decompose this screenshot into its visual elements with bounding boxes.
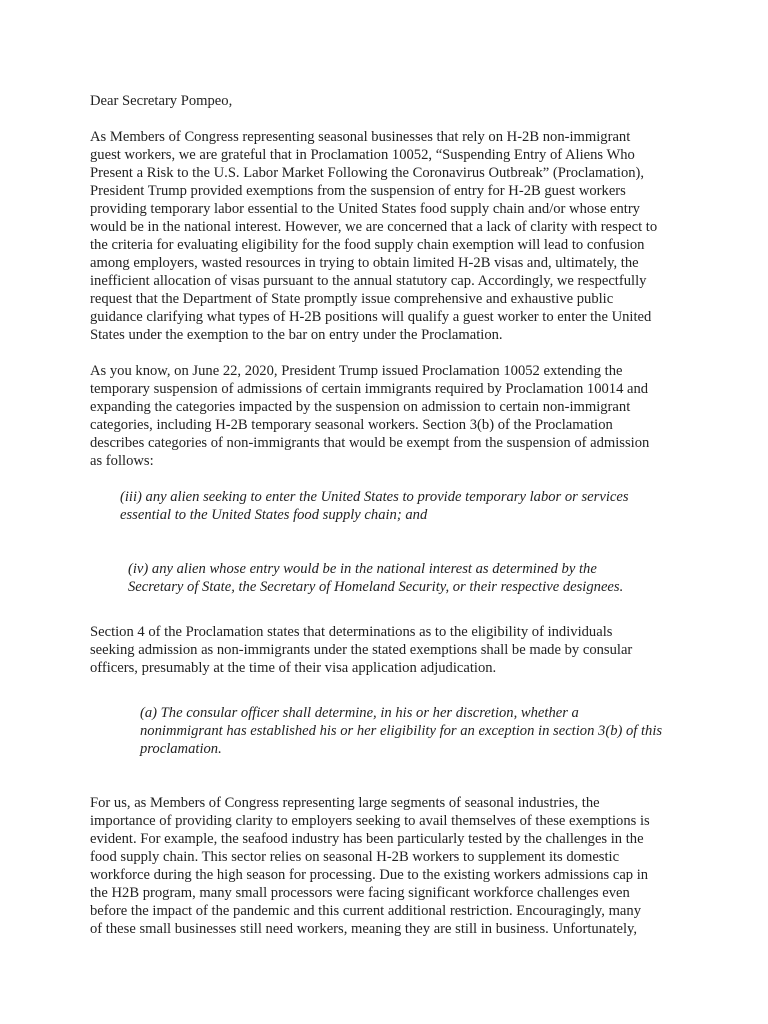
text-line: As Members of Congress representing seasonal businesses that rely on H-2B non-immigrant <box>90 129 631 145</box>
text-line: (iii) any alien seeking to enter the United States to provide temporary labor or services <box>120 489 629 505</box>
text-line: among employers, wasted resources in trying to obtain limited H-2B visas and, ultimately, the <box>90 255 639 271</box>
text-line: (a) The consular officer shall determine, in his or her discretion, whether a <box>140 705 579 721</box>
text-line: providing temporary labor essential to the United States food supply chain and/or whose entry <box>90 201 640 217</box>
text-line: of these small businesses still need workers, meaning they are still in business. Unfortunately, <box>90 921 638 937</box>
text-line: Present a Risk to the U.S. Labor Market Following the Coronavirus Outbreak” (Proclamation), <box>90 165 645 181</box>
paragraph-intro <box>90 128 680 344</box>
text-line: Section 4 of the Proclamation states that determinations as to the eligibility of individuals <box>90 624 613 640</box>
text-line: (iv) any alien whose entry would be in the national interest as determined by the <box>128 561 597 577</box>
text-line: inefficient allocation of visas pursuant to the annual statutory cap. Accordingly, we respectfully <box>90 273 647 289</box>
text-line: the criteria for evaluating eligibility for the food supply chain exemption will lead to confusion <box>90 237 645 253</box>
text-line: President Trump provided exemptions from the suspension of entry for H-2B guest workers <box>90 183 626 199</box>
paragraph-section-4 <box>90 623 680 677</box>
text-line: guest workers, we are grateful that in Proclamation 10052, “Suspending Entry of Aliens Who <box>90 147 635 163</box>
text-line: before the impact of the pandemic and this current additional restriction. Encouragingly, many <box>90 903 641 919</box>
text-line: guidance clarifying what types of H-2B positions will qualify a guest worker to enter the United <box>90 309 652 325</box>
text-line: describes categories of non-immigrants that would be exempt from the suspension of admission <box>90 435 650 451</box>
text-line: As you know, on June 22, 2020, President Trump issued Proclamation 10052 extending the <box>90 363 623 379</box>
text-line: categories, including H-2B temporary seasonal workers. Section 3(b) of the Proclamation <box>90 417 613 433</box>
quote-exemption-iii <box>90 488 680 524</box>
text-line: request that the Department of State promptly issue comprehensive and exhaustive public <box>90 291 614 307</box>
text-line: For us, as Members of Congress representing large segments of seasonal industries, the <box>90 795 600 811</box>
quote-exemption-iv <box>90 560 680 596</box>
text-line: temporary suspension of admissions of certain immigrants required by Proclamation 10014 and <box>90 381 649 397</box>
salutation: Dear Secretary Pompeo, <box>90 93 233 109</box>
text-line: nonimmigrant has established his or her eligibility for an exception in section 3(b) of this <box>140 723 663 739</box>
letter-page <box>90 92 680 938</box>
text-line: expanding the categories impacted by the suspension on admission to certain non-immigrant <box>90 399 631 415</box>
text-line: importance of providing clarity to employers seeking to avail themselves of these exemptions is <box>90 813 650 829</box>
text-line: Secretary of State, the Secretary of Homeland Security, or their respective designees. <box>128 579 624 595</box>
text-line: the H2B program, many small processors were facing significant workforce challenges even <box>90 885 630 901</box>
text-line: as follows: <box>90 453 154 469</box>
quote-section-4a <box>90 704 680 758</box>
paragraph-seafood <box>90 794 680 938</box>
text-line: would be in the national interest. However, we are concerned that a lack of clarity with respect to <box>90 219 658 235</box>
text-line: seeking admission as non-immigrants under the stated exemptions shall be made by consular <box>90 642 633 658</box>
text-line: States under the exemption to the bar on entry under the Proclamation. <box>90 327 503 343</box>
text-line: food supply chain. This sector relies on seasonal H-2B workers to supplement its domestic <box>90 849 620 865</box>
text-line: workforce during the high season for processing. Due to the existing workers admissions cap in <box>90 867 649 883</box>
text-line: evident. For example, the seafood industry has been particularly tested by the challenges in the <box>90 831 644 847</box>
text-line: officers, presumably at the time of their visa application adjudication. <box>90 660 497 676</box>
text-line: essential to the United States food supply chain; and <box>120 507 428 523</box>
text-line: proclamation. <box>140 741 222 757</box>
paragraph-background <box>90 362 680 470</box>
